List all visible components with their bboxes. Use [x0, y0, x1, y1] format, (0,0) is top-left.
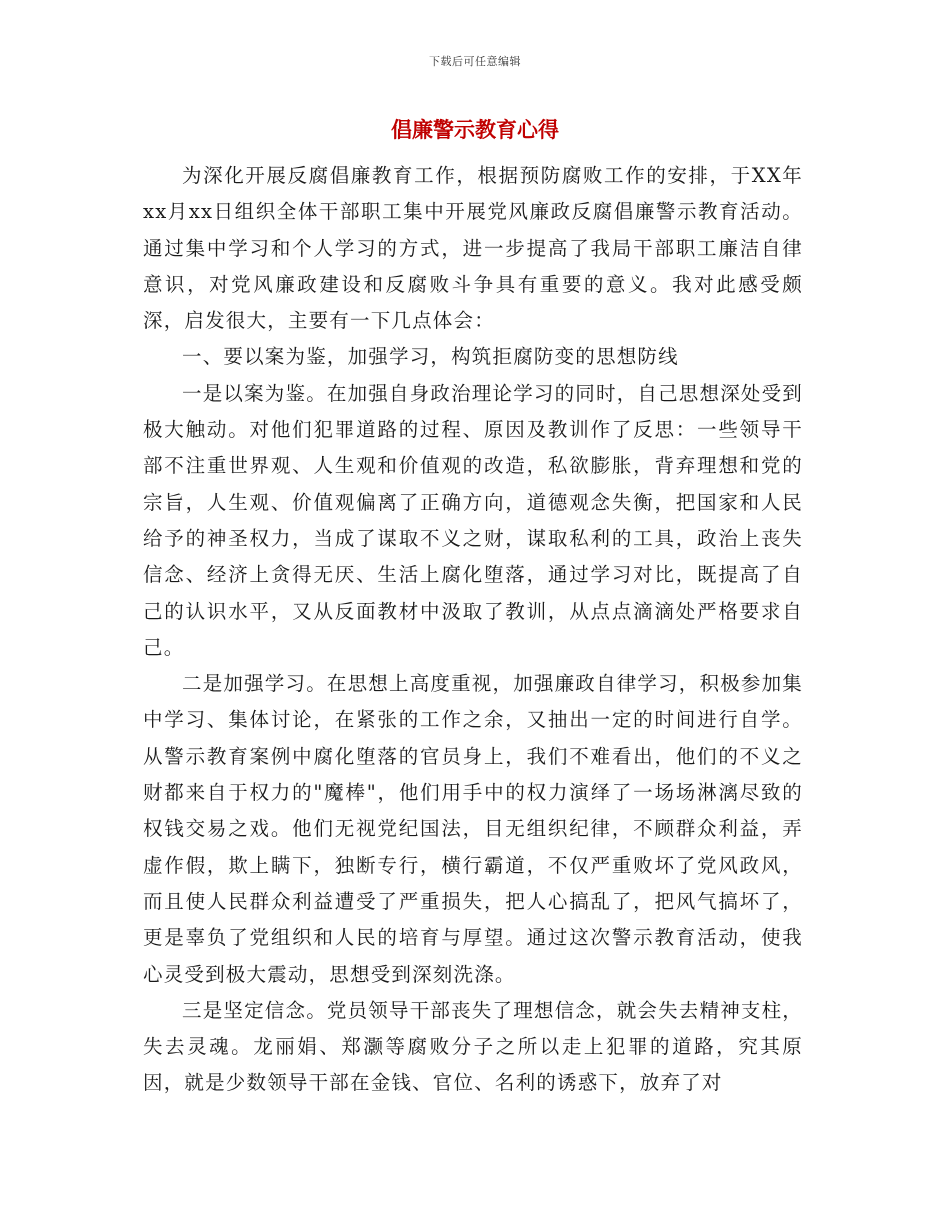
document-body	[143, 158, 803, 1102]
paragraph-point-three: 三是坚定信念。党员领导干部丧失了理想信念，就会失去精神支柱，失去灵魂。龙丽娟、郑灏等腐败分子之所以走上犯罪的道路，究其原因，就是少数领导干部在金钱、官位、名利的诱惑下，放弃了对	[143, 998, 804, 1095]
section-heading: 一、要以案为鉴，加强学习，构筑拒腐防变的思想防线	[182, 345, 679, 369]
paragraph-intro: 为深化开展反腐倡廉教育工作，根据预防腐败工作的安排，于XX年xx月xx日组织全体干部职工集中开展党风廉政反腐倡廉警示教育活动。通过集中学习和个人学习的方式，进一步提高了我局干部职工廉洁自律意识，对党风廉政建设和反腐败斗争具有重要的意义。我对此感受颇深，启发很大，主要有一下几点体会：	[143, 164, 803, 333]
document-title: 倡廉警示教育心得	[391, 118, 559, 142]
paragraph-point-two: 二是加强学习。在思想上高度重视，加强廉政自律学习，积极参加集中学习、集体讨论，在紧张的工作之余，又抽出一定的时间进行自学。从警示教育案例中腐化堕落的官员身上，我们不难看出，他们的不义之财都来自于权力的"魔棒"，他们用手中的权力演绎了一场场淋漓尽致的权钱交易之戏。他们无视党纪国法，目无组织纪律，不顾群众利益，弄虚作假，欺上瞒下，独断专行，横行霸道，不仅严重败坏了党风政风，而且使人民群众利益遭受了严重损失，把人心搞乱了，把风气搞坏了，更是辜负了党组织和人民的培育与厚望。通过这次警示教育活动，使我心灵受到极大震动，思想受到深刻洗涤。	[143, 672, 804, 986]
paragraph-point-one: 一是以案为鉴。在加强自身政治理论学习的同时，自己思想深处受到极大触动。对他们犯罪道路的过程、原因及教训作了反思：一些领导干部不注重世界观、人生观和价值观的改造，私欲膨胀，背弃理想和党的宗旨，人生观、价值观偏离了正确方向，道德观念失衡，把国家和人民给予的神圣权力，当成了谋取不义之财，谋取私利的工具，政治上丧失信念、经济上贪得无厌、生活上腐化堕落，通过学习对比，既提高了自己的认识水平，又从反面教材中汲取了教训，从点点滴滴处严格要求自己。	[143, 381, 804, 659]
header-note: 下载后可任意编辑	[429, 55, 521, 68]
